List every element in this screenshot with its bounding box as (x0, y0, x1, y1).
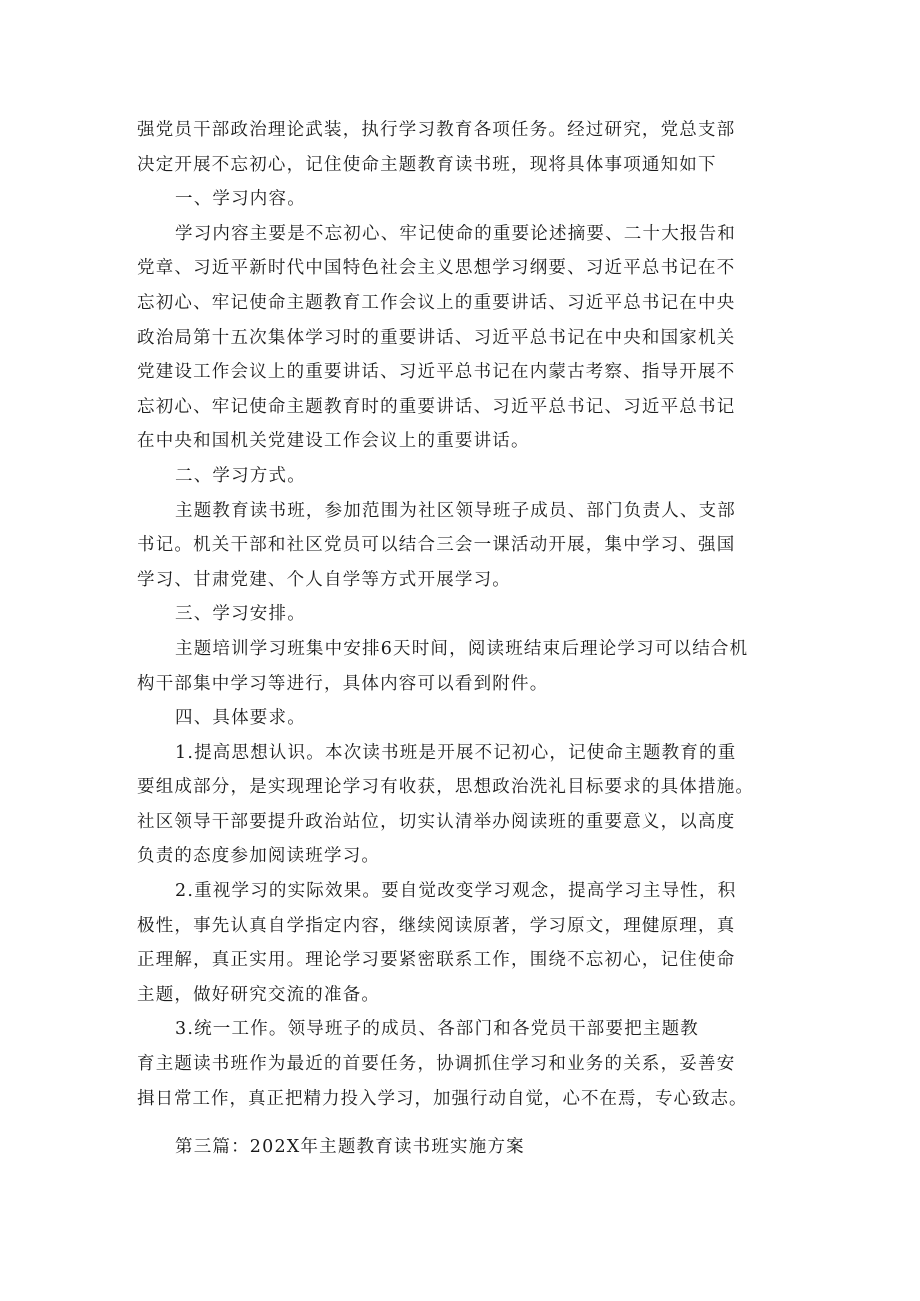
text-line: 政治局第十五次集体学习时的重要讲话、习近平总书记在中央和国家机关 (137, 327, 736, 348)
text-line: 主题，做好研究交流的准备。 (137, 984, 381, 1005)
text-line: 负责的态度参加阅读班学习。 (137, 846, 381, 867)
text-line: 忘初心、牢记使命主题教育工作会议上的重要讲话、习近平总书记在中央 (137, 292, 736, 313)
text-line: 社区领导干部要提升政治站位，切实认清举办阅读班的重要意义，以高度 (137, 811, 736, 832)
heading-study-content: 一、学习内容。 (175, 189, 306, 210)
text-line: 强党员干部政治理论武装，执行学习教育各项任务。经过研究，党总支部 (137, 120, 736, 140)
text-line: 3.统一工作。领导班子的成员、各部门和各党员干部要把主题教 (175, 1019, 699, 1040)
section-title: 第三篇：202X年主题教育读书班实施方案 (175, 1137, 525, 1157)
text-line: 在中央和国机关党建设工作会议上的重要讲话。 (137, 431, 530, 452)
text-line: 党章、习近平新时代中国特色社会主义思想学习纲要、习近平总书记在不 (137, 258, 736, 279)
text-line: 主题培训学习班集中安排6天时间，阅读班结束后理论学习可以结合机 (175, 638, 749, 659)
text-line: 极性，事先认真自学指定内容，继续阅读原著，学习原文，理健原理，真 (137, 915, 736, 936)
heading-specific-requirements: 四、具体要求。 (175, 708, 306, 729)
text-line: 育主题读书班作为最近的首要任务，协调抓住学习和业务的关系，妥善安 (137, 1054, 736, 1075)
text-line: 揖日常工作，真正把精力投入学习，加强行动自觉，心不在焉，专心致志。 (137, 1088, 748, 1109)
text-line: 主题教育读书班，参加范围为社区领导班子成员、部门负责人、支部 (175, 500, 736, 521)
text-line: 书记。机关干部和社区党员可以结合三会一课活动开展，集中学习、强国 (137, 535, 736, 556)
text-line: 2.重视学习的实际效果。要自觉改变学习观念，提高学习主导性，积 (175, 881, 737, 902)
text-line: 1.提高思想认识。本次读书班是开展不记初心，记使命主题教育的重 (175, 742, 737, 763)
text-line: 学习内容主要是不忘初心、牢记使命的重要论述摘要、二十大报告和 (175, 223, 736, 244)
heading-study-arrangement: 三、学习安排。 (175, 604, 306, 625)
text-line: 决定开展不忘初心，记住使命主题教育读书班，现将具体事项通知如下 (137, 154, 717, 175)
text-line: 学习、甘肃党建、个人自学等方式开展学习。 (137, 569, 511, 590)
text-line: 党建设工作会议上的重要讲话、习近平总书记在内蒙古考察、指导开展不 (137, 362, 736, 383)
text-line: 正理解，真正实用。理论学习要紧密联系工作，围绕不忘初心，记住使命 (137, 950, 736, 971)
text-line: 要组成部分，是实现理论学习有收获，思想政治洗礼目标要求的具体措施。 (137, 777, 755, 798)
document-body (137, 113, 792, 1116)
text-line: 忘初心、牢记使命主题教育时的重要讲话、习近平总书记、习近平总书记 (137, 396, 736, 417)
heading-study-method: 二、学习方式。 (175, 465, 306, 486)
text-line: 构干部集中学习等进行，具体内容可以看到附件。 (137, 673, 549, 694)
